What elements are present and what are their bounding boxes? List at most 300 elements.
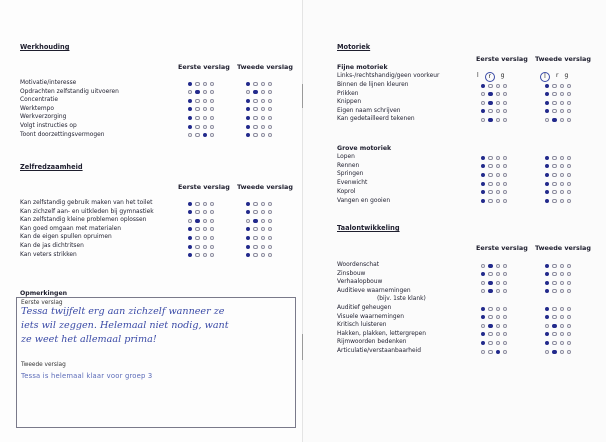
rating-dot[interactable]: [552, 350, 556, 354]
rating-dot[interactable]: [567, 272, 571, 276]
rating-dot[interactable]: [560, 182, 564, 186]
rating-dot[interactable]: [496, 350, 500, 354]
rating-dot[interactable]: [545, 109, 549, 113]
rating-dot[interactable]: [545, 315, 549, 319]
rating-dot[interactable]: [567, 109, 571, 113]
rating-dot[interactable]: [552, 92, 556, 96]
rating-dot[interactable]: [488, 173, 492, 177]
rating-dot[interactable]: [195, 236, 199, 240]
rating-dot[interactable]: [503, 92, 507, 96]
rating-dot[interactable]: [268, 116, 272, 120]
rating-dot[interactable]: [560, 164, 564, 168]
rating-dot[interactable]: [203, 210, 207, 214]
rating-dot[interactable]: [210, 99, 214, 103]
rating-dot[interactable]: [560, 315, 564, 319]
rating-dot[interactable]: [481, 272, 485, 276]
rating-dot[interactable]: [246, 210, 250, 214]
rating-dot[interactable]: [195, 90, 199, 94]
rating-dot[interactable]: [552, 164, 556, 168]
rating-dot[interactable]: [253, 82, 257, 86]
rating-dot[interactable]: [268, 227, 272, 231]
rating-dot[interactable]: [503, 190, 507, 194]
rating-dot[interactable]: [552, 341, 556, 345]
rating-dot[interactable]: [246, 90, 250, 94]
rating-dot[interactable]: [496, 118, 500, 122]
rating-dot[interactable]: [188, 99, 192, 103]
rating-dot[interactable]: [567, 199, 571, 203]
rating-dot[interactable]: [195, 253, 199, 257]
rating-dot[interactable]: [488, 190, 492, 194]
handedness-option-l[interactable]: l: [477, 72, 479, 79]
row-label: (bijv. 1ste klank): [377, 296, 426, 303]
rating-dot[interactable]: [253, 133, 257, 137]
rating-dot[interactable]: [210, 253, 214, 257]
rating-dot[interactable]: [253, 125, 257, 129]
rating-dot[interactable]: [496, 156, 500, 160]
rating-dot[interactable]: [567, 101, 571, 105]
remarks-title: Opmerkingen: [20, 290, 68, 297]
rating-dot[interactable]: [567, 173, 571, 177]
rating-dot[interactable]: [246, 133, 250, 137]
rating-dot[interactable]: [203, 219, 207, 223]
rating-dot[interactable]: [503, 350, 507, 354]
handedness-option-r[interactable]: r: [485, 72, 495, 82]
rating-dot[interactable]: [481, 190, 485, 194]
rating-dot[interactable]: [545, 350, 549, 354]
rating-dot[interactable]: [488, 350, 492, 354]
rating-dot[interactable]: [210, 90, 214, 94]
rating-dot[interactable]: [560, 101, 564, 105]
rating-dot[interactable]: [261, 107, 265, 111]
rating-dot[interactable]: [503, 289, 507, 293]
rating-dot[interactable]: [552, 264, 556, 268]
rating-dot[interactable]: [481, 92, 485, 96]
rating-dot[interactable]: [552, 332, 556, 336]
rating-dot[interactable]: [188, 219, 192, 223]
rating-dot[interactable]: [481, 289, 485, 293]
rating-dot[interactable]: [210, 227, 214, 231]
rating-dot[interactable]: [268, 236, 272, 240]
rating-dot[interactable]: [268, 99, 272, 103]
rating-dot[interactable]: [261, 245, 265, 249]
rating-dot[interactable]: [503, 156, 507, 160]
row-label: Rennen: [337, 162, 360, 169]
rating-dot[interactable]: [210, 236, 214, 240]
handedness-option-g[interactable]: g: [564, 72, 569, 79]
rating-dot[interactable]: [481, 164, 485, 168]
rating-dot[interactable]: [503, 199, 507, 203]
rating-dot[interactable]: [503, 307, 507, 311]
rating-dot[interactable]: [188, 236, 192, 240]
rating-dot[interactable]: [560, 324, 564, 328]
row-label: Kan de eigen spullen opruimen: [20, 234, 112, 241]
rating-dot[interactable]: [261, 133, 265, 137]
rating-dot[interactable]: [246, 227, 250, 231]
rating-dot[interactable]: [503, 118, 507, 122]
rating-dot[interactable]: [253, 227, 257, 231]
rating-dot[interactable]: [567, 84, 571, 88]
rating-dot[interactable]: [496, 324, 500, 328]
rating-dot[interactable]: [481, 84, 485, 88]
rating-dot[interactable]: [481, 324, 485, 328]
rating-dot[interactable]: [203, 245, 207, 249]
rating-dot[interactable]: [203, 82, 207, 86]
rating-dot[interactable]: [503, 182, 507, 186]
rating-dot[interactable]: [552, 307, 556, 311]
rating-dot[interactable]: [552, 324, 556, 328]
rating-dot[interactable]: [246, 107, 250, 111]
rating-dot[interactable]: [560, 156, 564, 160]
rating-dot[interactable]: [488, 109, 492, 113]
row-label: Hakken, plakken, lettergrepen: [337, 330, 427, 337]
rating-dot[interactable]: [560, 118, 564, 122]
rating-dot[interactable]: [496, 92, 500, 96]
rating-dot[interactable]: [496, 182, 500, 186]
rating-dot[interactable]: [545, 92, 549, 96]
rating-dot[interactable]: [567, 341, 571, 345]
rating-dot[interactable]: [481, 109, 485, 113]
rating-dot[interactable]: [481, 156, 485, 160]
rating-dot[interactable]: [552, 199, 556, 203]
rating-dot[interactable]: [560, 332, 564, 336]
rating-dot[interactable]: [188, 90, 192, 94]
rating-dot[interactable]: [560, 307, 564, 311]
rating-dot[interactable]: [545, 182, 549, 186]
rating-dot[interactable]: [496, 281, 500, 285]
rating-dot[interactable]: [496, 84, 500, 88]
rating-dot[interactable]: [203, 107, 207, 111]
rating-dot[interactable]: [560, 92, 564, 96]
rating-dot[interactable]: [268, 202, 272, 206]
rating-dot[interactable]: [496, 101, 500, 105]
rating-dot[interactable]: [481, 341, 485, 345]
rating-dot[interactable]: [488, 264, 492, 268]
rating-dot[interactable]: [261, 202, 265, 206]
second-report-rating: [545, 307, 571, 311]
rating-dot[interactable]: [246, 202, 250, 206]
rating-dot[interactable]: [503, 173, 507, 177]
rating-dot[interactable]: [545, 272, 549, 276]
rating-dot[interactable]: [195, 99, 199, 103]
rating-dot[interactable]: [488, 92, 492, 96]
rating-dot[interactable]: [210, 116, 214, 120]
rating-dot[interactable]: [481, 199, 485, 203]
rating-dot[interactable]: [188, 202, 192, 206]
rating-dot[interactable]: [203, 116, 207, 120]
rating-dot[interactable]: [246, 82, 250, 86]
rating-dot[interactable]: [188, 210, 192, 214]
rating-dot[interactable]: [203, 202, 207, 206]
rating-dot[interactable]: [268, 219, 272, 223]
rating-dot[interactable]: [503, 164, 507, 168]
rating-dot[interactable]: [253, 253, 257, 257]
rating-dot[interactable]: [253, 99, 257, 103]
rating-dot[interactable]: [552, 84, 556, 88]
handedness-option-l[interactable]: l: [540, 72, 550, 82]
rating-dot[interactable]: [545, 199, 549, 203]
rating-dot[interactable]: [253, 90, 257, 94]
rating-dot[interactable]: [503, 264, 507, 268]
rating-dot[interactable]: [496, 109, 500, 113]
rating-dot[interactable]: [496, 307, 500, 311]
rating-dot[interactable]: [481, 350, 485, 354]
first-report-rating: [481, 350, 507, 354]
rating-dot[interactable]: [560, 272, 564, 276]
rating-dot[interactable]: [503, 109, 507, 113]
rating-dot[interactable]: [552, 272, 556, 276]
rating-dot[interactable]: [567, 307, 571, 311]
rating-dot[interactable]: [246, 99, 250, 103]
rating-dot[interactable]: [188, 82, 192, 86]
rating-dot[interactable]: [567, 350, 571, 354]
rating-dot[interactable]: [567, 182, 571, 186]
rating-dot[interactable]: [268, 125, 272, 129]
rating-dot[interactable]: [488, 118, 492, 122]
rating-dot[interactable]: [496, 315, 500, 319]
second-report-rating: [545, 118, 571, 122]
rating-dot[interactable]: [195, 227, 199, 231]
rating-dot[interactable]: [488, 315, 492, 319]
rating-dot[interactable]: [545, 264, 549, 268]
rating-dot[interactable]: [253, 245, 257, 249]
rating-dot[interactable]: [496, 264, 500, 268]
rating-dot[interactable]: [560, 84, 564, 88]
rating-dot[interactable]: [246, 116, 250, 120]
work-attitude-first-report-heading: Eerste verslag: [178, 63, 230, 71]
rating-dot[interactable]: [552, 281, 556, 285]
rating-dot[interactable]: [188, 227, 192, 231]
rating-dot[interactable]: [545, 289, 549, 293]
rating-dot[interactable]: [261, 82, 265, 86]
rating-dot[interactable]: [488, 164, 492, 168]
rating-dot[interactable]: [545, 341, 549, 345]
rating-dot[interactable]: [246, 253, 250, 257]
rating-dot[interactable]: [261, 90, 265, 94]
rating-dot[interactable]: [545, 156, 549, 160]
rating-dot[interactable]: [545, 118, 549, 122]
rating-dot[interactable]: [481, 332, 485, 336]
rating-dot[interactable]: [496, 289, 500, 293]
row-label: Concentratie: [20, 97, 58, 104]
rating-dot[interactable]: [545, 164, 549, 168]
rating-dot[interactable]: [195, 219, 199, 223]
rating-dot[interactable]: [203, 125, 207, 129]
rating-dot[interactable]: [195, 210, 199, 214]
rating-dot[interactable]: [503, 324, 507, 328]
rating-dot[interactable]: [552, 101, 556, 105]
rating-dot[interactable]: [545, 281, 549, 285]
rating-dot[interactable]: [488, 272, 492, 276]
rating-dot[interactable]: [503, 84, 507, 88]
rating-dot[interactable]: [560, 199, 564, 203]
rating-dot[interactable]: [488, 84, 492, 88]
handedness-option-g[interactable]: g: [500, 72, 505, 79]
rating-dot[interactable]: [195, 245, 199, 249]
rating-dot[interactable]: [560, 264, 564, 268]
rating-dot[interactable]: [253, 236, 257, 240]
handedness-option-r[interactable]: r: [556, 72, 559, 79]
rating-dot[interactable]: [210, 219, 214, 223]
rating-dot[interactable]: [567, 118, 571, 122]
rating-dot[interactable]: [195, 107, 199, 111]
rating-dot[interactable]: [488, 341, 492, 345]
rating-dot[interactable]: [203, 236, 207, 240]
rating-dot[interactable]: [188, 125, 192, 129]
rating-dot[interactable]: [560, 173, 564, 177]
rating-dot[interactable]: [210, 82, 214, 86]
rating-dot[interactable]: [195, 116, 199, 120]
rating-dot[interactable]: [246, 236, 250, 240]
rating-dot[interactable]: [496, 341, 500, 345]
rating-dot[interactable]: [195, 202, 199, 206]
rating-dot[interactable]: [481, 264, 485, 268]
rating-dot[interactable]: [552, 173, 556, 177]
rating-dot[interactable]: [261, 210, 265, 214]
rating-dot[interactable]: [488, 289, 492, 293]
rating-dot[interactable]: [268, 253, 272, 257]
rating-dot[interactable]: [268, 210, 272, 214]
rating-dot[interactable]: [567, 324, 571, 328]
rating-dot[interactable]: [552, 315, 556, 319]
rating-dot[interactable]: [567, 190, 571, 194]
rating-dot[interactable]: [503, 101, 507, 105]
rating-dot[interactable]: [253, 219, 257, 223]
rating-dot[interactable]: [552, 118, 556, 122]
rating-dot[interactable]: [560, 190, 564, 194]
rating-dot[interactable]: [188, 116, 192, 120]
rating-dot[interactable]: [488, 324, 492, 328]
rating-dot[interactable]: [481, 307, 485, 311]
row-label: Kan veters strikken: [20, 251, 77, 258]
rating-dot[interactable]: [488, 281, 492, 285]
rating-dot[interactable]: [203, 227, 207, 231]
rating-dot[interactable]: [188, 107, 192, 111]
rating-dot[interactable]: [246, 245, 250, 249]
rating-dot[interactable]: [253, 116, 257, 120]
rating-dot[interactable]: [481, 118, 485, 122]
rating-dot[interactable]: [261, 125, 265, 129]
first-report-rating: [481, 190, 507, 194]
rating-dot[interactable]: [567, 332, 571, 336]
rating-dot[interactable]: [195, 82, 199, 86]
rating-dot[interactable]: [188, 245, 192, 249]
rating-dot[interactable]: [253, 210, 257, 214]
rating-dot[interactable]: [503, 272, 507, 276]
rating-dot[interactable]: [545, 307, 549, 311]
rating-dot[interactable]: [560, 341, 564, 345]
rating-dot[interactable]: [552, 289, 556, 293]
rating-dot[interactable]: [481, 281, 485, 285]
rating-dot[interactable]: [560, 289, 564, 293]
rating-dot[interactable]: [195, 133, 199, 137]
rating-dot[interactable]: [496, 272, 500, 276]
rating-dot[interactable]: [268, 133, 272, 137]
rating-dot[interactable]: [481, 182, 485, 186]
rating-dot[interactable]: [488, 332, 492, 336]
rating-dot[interactable]: [210, 125, 214, 129]
rating-dot[interactable]: [503, 341, 507, 345]
rating-dot[interactable]: [210, 245, 214, 249]
rating-dot[interactable]: [481, 101, 485, 105]
rating-dot[interactable]: [503, 281, 507, 285]
rating-dot[interactable]: [488, 307, 492, 311]
rating-dot[interactable]: [268, 90, 272, 94]
rating-dot[interactable]: [203, 133, 207, 137]
rating-dot[interactable]: [188, 253, 192, 257]
rating-dot[interactable]: [567, 315, 571, 319]
rating-dot[interactable]: [567, 281, 571, 285]
rating-dot[interactable]: [203, 99, 207, 103]
rating-dot[interactable]: [567, 92, 571, 96]
rating-dot[interactable]: [268, 107, 272, 111]
rating-dot[interactable]: [261, 253, 265, 257]
rating-dot[interactable]: [261, 236, 265, 240]
rating-dot[interactable]: [545, 101, 549, 105]
rating-dot[interactable]: [503, 315, 507, 319]
rating-dot[interactable]: [246, 219, 250, 223]
rating-dot[interactable]: [545, 173, 549, 177]
rating-dot[interactable]: [253, 202, 257, 206]
rating-dot[interactable]: [567, 289, 571, 293]
rating-dot[interactable]: [481, 173, 485, 177]
rating-dot[interactable]: [268, 82, 272, 86]
rating-dot[interactable]: [488, 156, 492, 160]
rating-dot[interactable]: [496, 199, 500, 203]
rating-dot[interactable]: [552, 156, 556, 160]
rating-dot[interactable]: [203, 90, 207, 94]
rating-dot[interactable]: [210, 202, 214, 206]
rating-dot[interactable]: [552, 190, 556, 194]
rating-dot[interactable]: [545, 84, 549, 88]
rating-dot[interactable]: [496, 173, 500, 177]
rating-dot[interactable]: [195, 125, 199, 129]
rating-dot[interactable]: [261, 227, 265, 231]
rating-dot[interactable]: [188, 133, 192, 137]
rating-dot[interactable]: [552, 182, 556, 186]
rating-dot[interactable]: [210, 210, 214, 214]
rating-dot[interactable]: [488, 182, 492, 186]
rating-dot[interactable]: [567, 156, 571, 160]
rating-dot[interactable]: [246, 125, 250, 129]
rating-dot[interactable]: [261, 219, 265, 223]
rating-dot[interactable]: [560, 350, 564, 354]
second-report-rating: [545, 190, 571, 194]
rating-dot[interactable]: [261, 99, 265, 103]
rating-dot[interactable]: [560, 281, 564, 285]
rating-dot[interactable]: [496, 164, 500, 168]
rating-dot[interactable]: [567, 164, 571, 168]
rating-dot[interactable]: [203, 253, 207, 257]
rating-dot[interactable]: [210, 107, 214, 111]
rating-dot[interactable]: [560, 109, 564, 113]
rating-dot[interactable]: [545, 324, 549, 328]
first-report-rating: [481, 92, 507, 96]
rating-dot[interactable]: [488, 199, 492, 203]
rating-dot[interactable]: [496, 332, 500, 336]
rating-dot[interactable]: [545, 332, 549, 336]
rating-dot[interactable]: [268, 245, 272, 249]
rating-dot[interactable]: [545, 190, 549, 194]
rating-dot[interactable]: [253, 107, 257, 111]
rating-dot[interactable]: [496, 190, 500, 194]
rating-dot[interactable]: [567, 264, 571, 268]
rating-dot[interactable]: [481, 315, 485, 319]
rating-dot[interactable]: [552, 109, 556, 113]
rating-dot[interactable]: [210, 133, 214, 137]
rating-dot[interactable]: [503, 332, 507, 336]
rating-dot[interactable]: [261, 116, 265, 120]
rating-dot[interactable]: [488, 101, 492, 105]
